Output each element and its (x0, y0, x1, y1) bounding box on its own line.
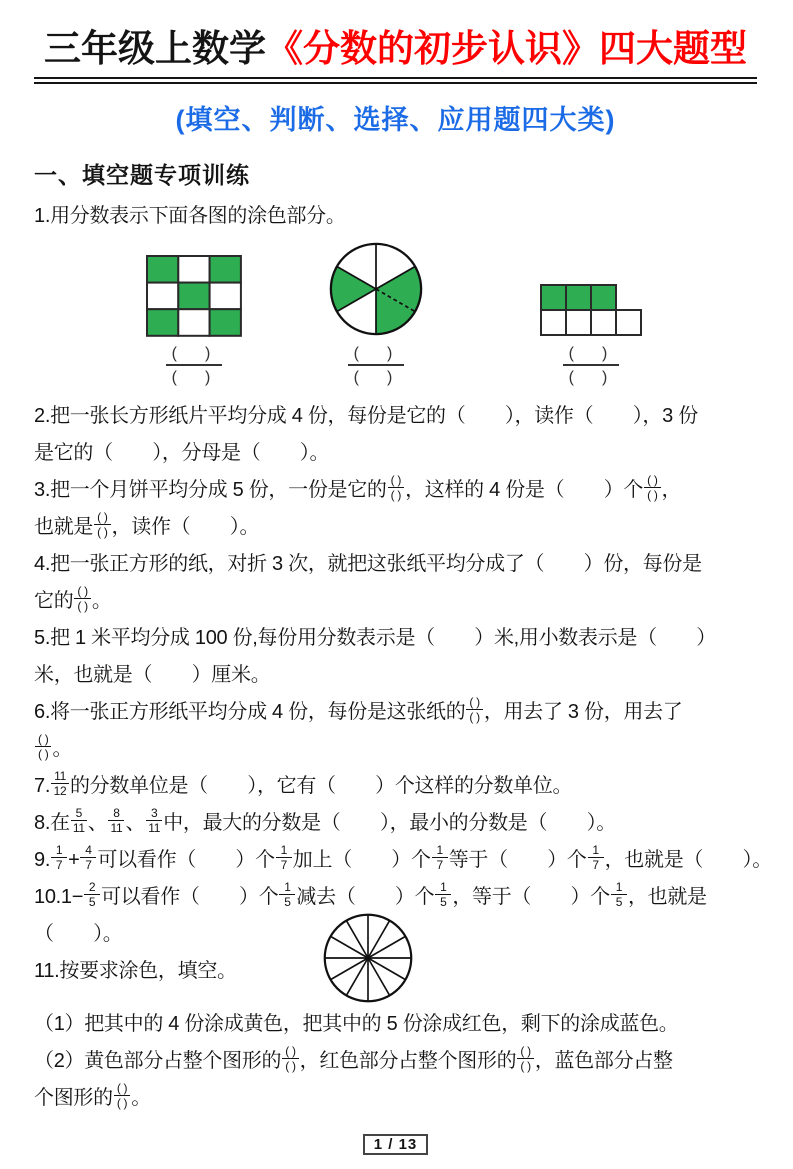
fraction-denominator: 7 (592, 858, 599, 873)
question-line: 4.把一张正方形的纸，对折 3 次，就把这张纸平均分成了（ ）份，每份是 (34, 552, 702, 575)
fraction-denominator-blank: ( ) (171, 369, 217, 387)
pie-12-sector-figure (322, 912, 414, 1004)
fraction-numerator: 1 (51, 844, 67, 859)
inline-fraction (74, 585, 90, 615)
question-11-block (34, 916, 757, 990)
fraction-numerator: 8 (108, 807, 124, 822)
fraction-denominator: ( ) (647, 488, 658, 503)
inline-fraction (84, 881, 100, 911)
inline-fraction (71, 807, 87, 837)
fraction-numerator: 3 (146, 807, 162, 822)
fraction-denominator: 5 (284, 895, 291, 910)
page-number-box: 1 / 13 (363, 1134, 429, 1155)
inline-fraction (279, 881, 295, 911)
fraction-numerator: 1 (611, 881, 627, 896)
answer-fraction-blank-1 (166, 344, 223, 387)
fraction-denominator: ( ) (469, 710, 480, 725)
q1-figures-row (34, 241, 757, 387)
fraction-numerator: 1 (279, 881, 295, 896)
inline-fraction (432, 844, 448, 874)
inline-fraction (644, 474, 660, 504)
inline-fraction (146, 807, 162, 837)
question-line: （1）把其中的 4 份涂成黄色，把其中的 5 份涂成红色，剩下的涂成蓝色。 (34, 1012, 679, 1035)
question-line: 个图形的 $\frac{( )}{( )}$ 。 (34, 1080, 151, 1111)
fraction-denominator: 11 (110, 821, 123, 836)
fraction-denominator: 7 (280, 858, 287, 873)
subtitle: (填空、判断、选择、应用题四大类) (175, 105, 616, 136)
question-line: 3.把一个月饼平均分成 5 份，一份是它的 $\frac{( )}{( )}$ ，这样的 4 份是（ ）个 $\frac{( )}{( )}$ ， (34, 472, 682, 503)
question-1-text: 1.用分数表示下面各图的涂色部分。 (34, 205, 346, 228)
q1-figure-grid (146, 255, 242, 387)
answer-fraction-blank-2 (348, 344, 405, 387)
inline-fraction (435, 881, 451, 911)
fraction-denominator: 7 (85, 858, 92, 873)
fraction-denominator: 7 (436, 858, 443, 873)
page-title (34, 26, 757, 84)
fraction-numerator: ( ) (388, 474, 404, 489)
fraction-denominator: ( ) (390, 488, 402, 503)
fraction-numerator: 1 (432, 844, 448, 859)
fraction-numerator: ( ) (74, 585, 90, 600)
q1-figure-pie6 (328, 241, 424, 387)
pie-6-sector-figure (328, 241, 424, 337)
question-line: 它的 $\frac{( )}{( )}$ 。 (34, 583, 112, 614)
inline-fraction (282, 1045, 298, 1075)
inline-fraction (588, 844, 604, 874)
fraction-numerator: ( ) (114, 1082, 130, 1097)
question-11-text: 11.按要求涂色，填空。 (34, 959, 237, 982)
fraction-denominator: ( ) (77, 599, 88, 614)
seven-squares-figure (540, 284, 642, 337)
fraction-numerator: 2 (84, 881, 100, 896)
fraction-numerator: 1 (588, 844, 604, 859)
fraction-numerator: ( ) (644, 474, 660, 489)
fraction-numerator: 5 (71, 807, 87, 822)
fraction-denominator: 7 (55, 858, 63, 873)
title-red-part: 《分数的初步认识》四大题型 (266, 28, 747, 69)
question-line: 2.把一张长方形纸片平均分成 4 份，每份是它的（ ），读作（ ），3 份 (34, 404, 698, 427)
question-line: 7. $\frac{11}{12}$ 的分数单位是（ ），它有（ ）个这样的分数单位。 (34, 768, 573, 799)
inline-fraction (388, 474, 404, 504)
fraction-numerator: ( ) (35, 733, 51, 748)
inline-fraction (517, 1045, 533, 1075)
question-line: $\frac{( )}{( )}$ 。 (34, 731, 757, 768)
question-line: 10.1− $\frac{2}{5}$ 可以看作（ ）个 $\frac{1}{5}$ 减去（ ）个 $\frac{1}{5}$ ，等于（ ）个 $\frac{1}{5}$ ，也就是 (34, 879, 707, 910)
section-heading: 一、填空题专项训练 (34, 162, 250, 189)
inline-fraction (108, 807, 124, 837)
fraction-numerator: 4 (80, 844, 96, 859)
question-line: 5.把 1 米平均分成 100 份,每份用分数表示是（ ）米,用小数表示是（ ） (34, 626, 716, 649)
fraction-numerator-blank: ( ) (166, 344, 223, 366)
question-10-tail: （ ）。 (34, 922, 123, 945)
fraction-denominator-blank: ( ) (568, 369, 614, 387)
fraction-denominator: 11 (72, 821, 85, 836)
title-black-part: 三年级上数学 (44, 28, 266, 69)
fraction-denominator: 5 (440, 895, 447, 910)
fraction-denominator: ( ) (520, 1059, 531, 1074)
question-line: 9. $\frac{1}{7}$ + $\frac{4}{7}$ 可以看作（ ）个 $\frac{1}{7}$ 加上（ ）个 $\frac{1}{7}$ 等于（ ）个 $\frac{1}{7}$ ，也就是（ ）。 (34, 842, 772, 873)
question-line: 6.将一张正方形纸平均分成 4 份，每份是这张纸的 $\frac{( )}{( )}$ ，用去了 3 份，用去了 (34, 694, 683, 725)
fraction-denominator: ( ) (38, 747, 49, 762)
fraction-numerator: 11 (51, 770, 69, 785)
fraction-numerator: ( ) (94, 511, 110, 526)
inline-fraction (51, 770, 69, 800)
question-line: 也就是 $\frac{( )}{( )}$ ，读作（ ）。 (34, 509, 260, 540)
fraction-denominator: 5 (615, 895, 623, 910)
inline-fraction (51, 844, 67, 874)
fraction-denominator: ( ) (285, 1059, 296, 1074)
inline-fraction (94, 511, 110, 541)
inline-fraction (35, 733, 51, 763)
question-line: 8.在 $\frac{5}{11}$ 、 $\frac{8}{11}$ 、 $\frac{3}{11}$ 中，最大的分数是（ ），最小的分数是（ ）。 (34, 805, 616, 836)
inline-fraction (611, 881, 627, 911)
fraction-numerator-blank: ( ) (563, 344, 620, 366)
question-line: 米，也就是（ ）厘米。 (34, 663, 271, 686)
questions-2-to-10 (34, 398, 772, 916)
inline-fraction (466, 696, 482, 726)
fraction-numerator: 1 (276, 844, 292, 859)
question-line: 是它的（ ），分母是（ ）。 (34, 441, 330, 464)
fraction-numerator-blank: ( ) (348, 344, 405, 366)
grid-3x3-figure (146, 255, 242, 337)
question-11-subparts (34, 1006, 757, 1117)
fraction-denominator: 5 (88, 895, 96, 910)
fraction-numerator: ( ) (517, 1045, 533, 1060)
page-footer (363, 1135, 429, 1155)
inline-fraction (80, 844, 96, 874)
fraction-numerator: ( ) (282, 1045, 298, 1060)
inline-fraction (114, 1082, 130, 1112)
answer-fraction-blank-3 (563, 344, 620, 387)
fraction-denominator: 12 (53, 784, 67, 799)
fraction-denominator-blank: ( ) (353, 369, 399, 387)
fraction-numerator: ( ) (466, 696, 482, 711)
inline-fraction (276, 844, 292, 874)
fraction-denominator: 11 (148, 821, 161, 836)
fraction-denominator: ( ) (97, 525, 108, 540)
question-line: （2）黄色部分占整个图形的 $\frac{( )}{( )}$ ，红色部分占整个图形的 $\frac{( )}{( )}$ ，蓝色部分占整 (34, 1043, 673, 1074)
q1-figure-squares (540, 284, 642, 387)
fraction-numerator: 1 (435, 881, 451, 896)
fraction-denominator: ( ) (116, 1096, 128, 1111)
